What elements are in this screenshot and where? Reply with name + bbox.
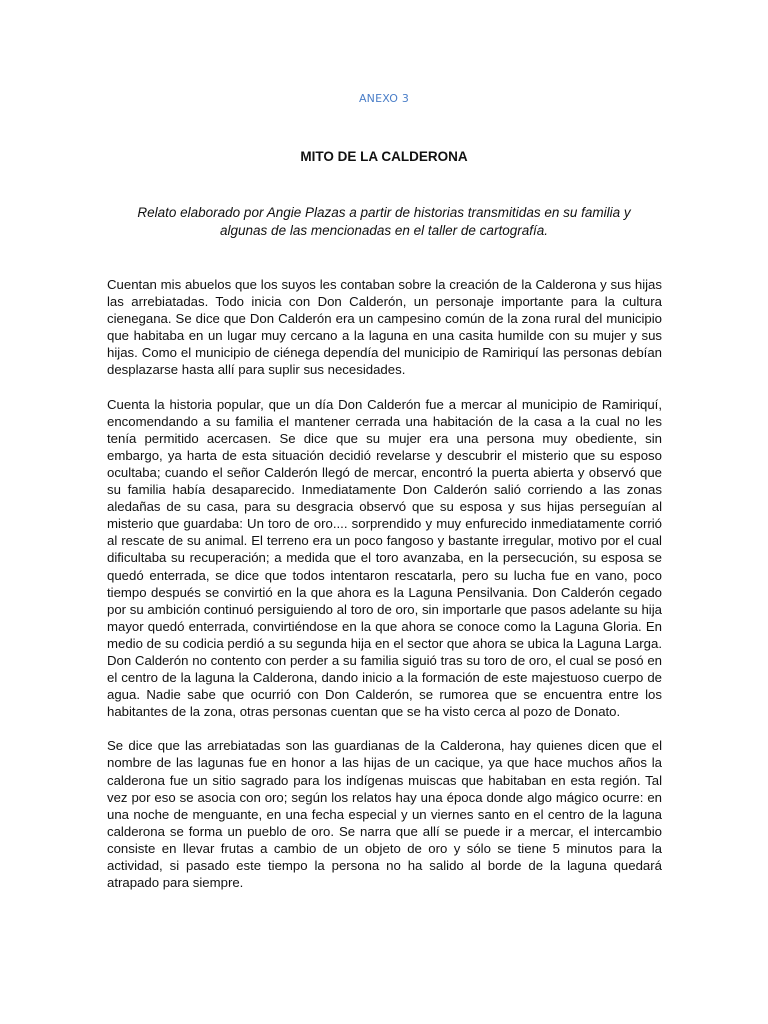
paragraph-3: Se dice que las arrebiatadas son las guardianas de la Calderona, hay quienes dicen que el nombre de las lagunas fue en honor a las hijas de un cacique, ya que hace muchos años la calderona fue un sitio sagrado para los indígenas muiscas que habitaban en esta región. Tal vez por eso se asocia con oro; según los relatos hay una época donde algo mágico ocurre: en una noche de menguante, en una fecha especial y un viernes santo en el centro de la laguna calderona se forma un pueblo de oro. Se narra que allí se puede ir a mercar, el intercambio consiste en llevar frutas a cambio de un objeto de oro y sólo se tiene 5 minutos para la actividad, si pasado este tiempo la persona no ha salido al borde de la laguna quedará atrapado para siempre. <box>107 738 662 891</box>
document-title: MITO DE LA CALDERONA <box>300 149 468 164</box>
body-text <box>107 276 662 908</box>
paragraph-2: Cuenta la historia popular, que un día Don Calderón fue a mercar al municipio de Ramiriquí, encomendando a su familia el mantener cerrada una habitación de la casa a la cual no les tenía permitido acercasen. Se dice que su mujer era una persona muy obediente, sin embargo, ya harta de esta situación decidió revelarse y descubrir el misterio que su esposo ocultaba; cuando el señor Calderón llegó de mercar, encontró la puerta abierta y observó que su familia había desaparecido. Inmediatamente Don Calderón salió corriendo a las zonas aledañas de su casa, para su desgracia observó que su esposa y sus hijas perseguían al misterio que guardaba: Un toro de oro.... sorprendido y muy enfurecido inmediatamente corrió al rescate de su animal. El terreno era un poco fangoso y bastante irregular, motivo por el cual dificultaba su recuperación; a medida que el toro avanzaba, en la persecución, su esposa se quedó enterrada, se dice que todos intentaron rescatarla, pero su lucha fue en vano, poco tiempo después se convirtió en la que ahora es la Laguna Pensilvania. Don Calderón cegado por su ambición continuó persiguiendo al toro de oro, sin importarle que pasos adelante su hija mayor quedó enterrada, convirtiéndose en la que ahora se conoce como la Laguna Gloria. En medio de su codicia perdió a su segunda hija en el sector que ahora se ubica la Laguna Larga. Don Calderón no contento con perder a su familia siguió tras su toro de oro, el cual se posó en el centro de la laguna la Calderona, dando inicio a la formación de este majestuoso cuerpo de agua. Nadie sabe que ocurrió con Don Calderón, se rumorea que se encuentra entre los habitantes de la zona, otras personas cuentan que se ha visto cerca al pozo de Donato. <box>107 396 662 720</box>
annex-label: ANEXO 3 <box>358 92 410 105</box>
document-subtitle: Relato elaborado por Angie Plazas a partir de historias transmitidas en su familia y algunas de las mencionadas en el taller de cartografía. <box>137 205 631 238</box>
paragraph-1: Cuentan mis abuelos que los suyos les contaban sobre la creación de la Calderona y sus hijas las arrebiatadas. Todo inicia con Don Calderón, un personaje importante para la cultura cienegana. Se dice que Don Calderón era un campesino común de la zona rural del municipio que habitaba en un lugar muy cercano a la laguna en una casita humilde con su mujer y sus hijas. Como el municipio de ciénega dependía del municipio de Ramiriquí las personas debían desplazarse hasta allí para suplir sus necesidades. <box>107 277 662 378</box>
